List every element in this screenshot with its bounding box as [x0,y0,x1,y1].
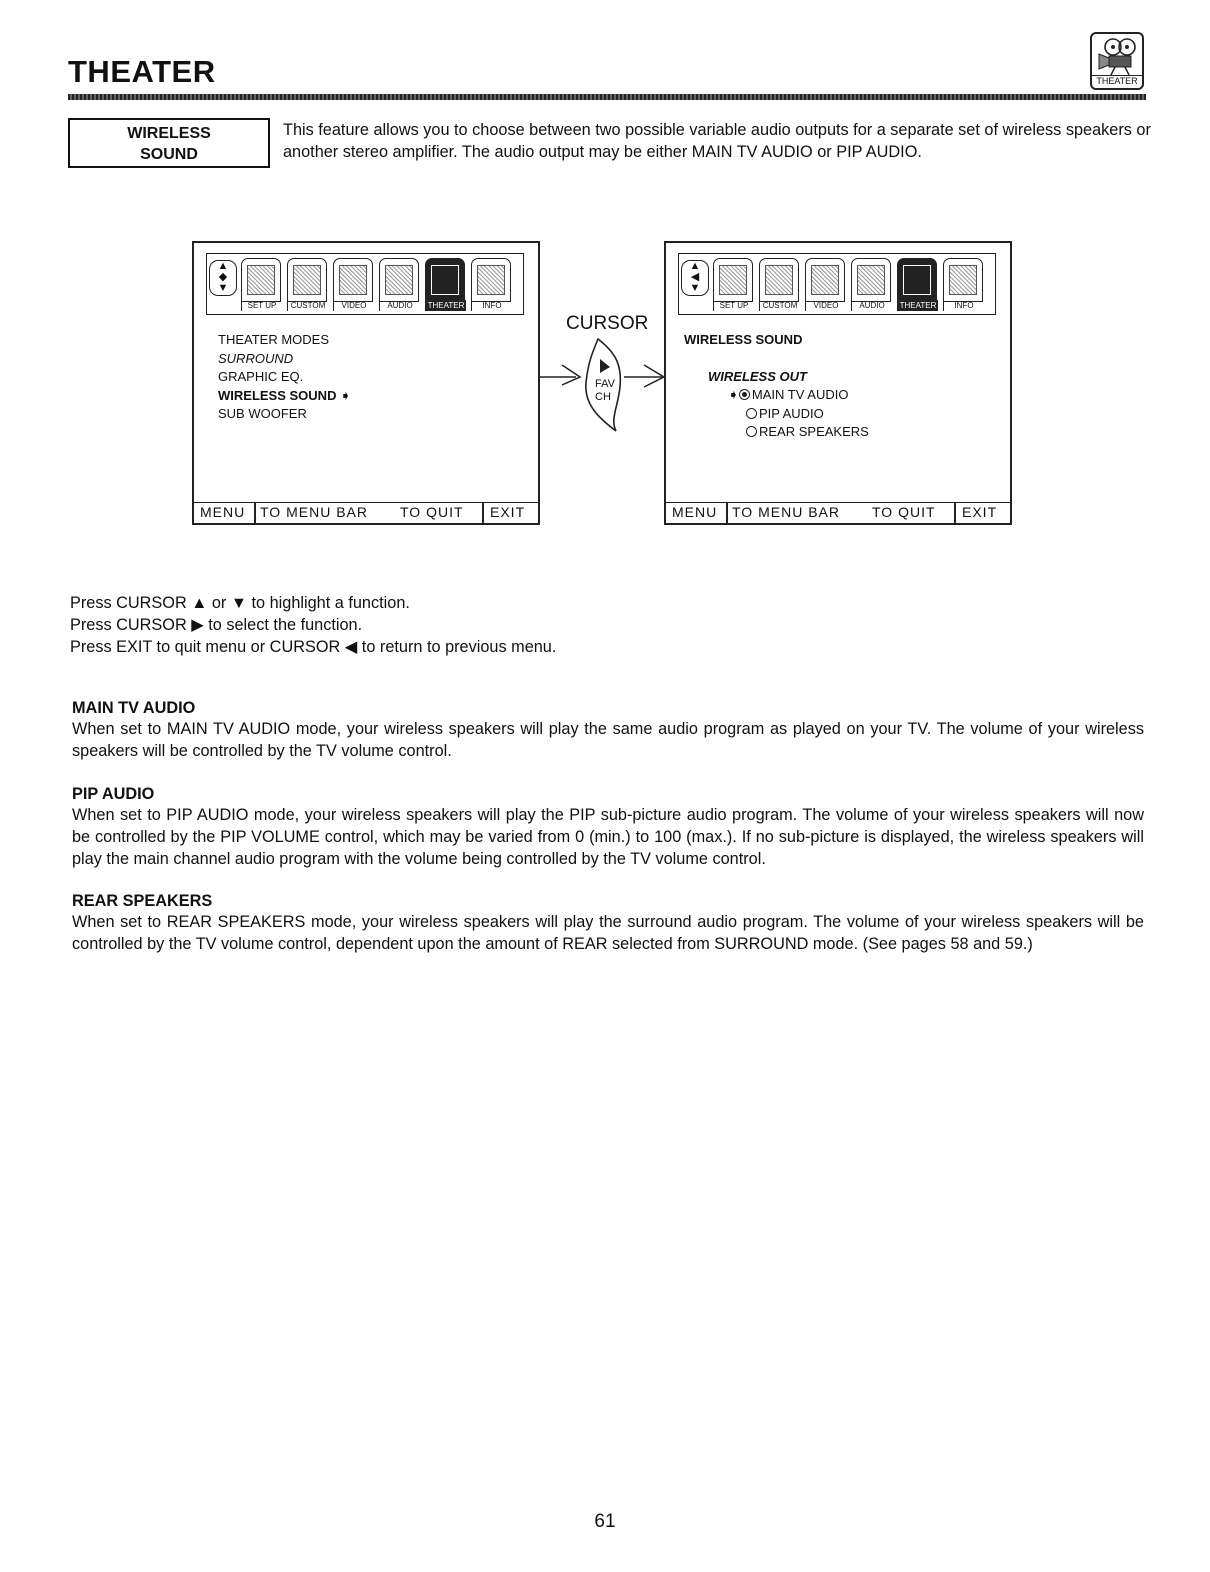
feature-name-line2: SOUND [140,146,198,163]
footer-to-menu-bar: TO MENU BAR [260,504,368,520]
tab-label-active: THEATER [425,300,466,311]
section-body-rear-speakers: When set to REAR SPEAKERS mode, your wireless speakers will play the surround audio program. The volume of your wireless speakers will be controlled by the TV volume control, dependent upon the amount of REAR selected from SURROUND mode. (See pages 58 and 59.) [72,913,1144,953]
projector-graphic [1093,36,1143,76]
tab-theater [425,258,465,302]
footer-divider [254,503,256,523]
page-title: THEATER [68,54,216,89]
tab-label: VIDEO [805,300,846,311]
cursor-pad-icon: ▲ ◀ ▼ [681,260,709,296]
cursor-pad-icon: ▲ ◆ ▼ [209,260,237,296]
tab-theater [897,258,937,302]
menu-item-surround: SURROUND [218,350,294,366]
title-rule [68,94,1146,100]
menu-bar [678,253,996,315]
instruction-line: Press CURSOR ▲ or ▼ to highlight a function. [70,594,410,612]
instruction-line: Press CURSOR ▶ to select the function. [70,616,363,634]
radio-icon [746,426,757,437]
osd-footer [194,502,538,523]
footer-to-menu-bar: TO MENU BAR [732,504,840,520]
footer-exit: EXIT [962,504,998,520]
select-arrow-icon: ➧ [728,387,739,402]
footer-to-quit: TO QUIT [400,504,464,520]
tab-label: VIDEO [333,300,374,311]
menu-item-wireless-sound: WIRELESS SOUND ➧ [218,387,351,403]
tab-audio [379,258,419,302]
arrow-head-left [562,365,580,385]
tab-custom [759,258,799,302]
tab-label: INFO [943,300,984,311]
tab-label: AUDIO [851,300,892,311]
radio-icon [746,408,757,419]
fav-label: FAV [595,378,615,390]
footer-divider [726,503,728,523]
film-projector-icon [1090,32,1144,90]
footer-divider [954,503,956,523]
arrow-head-right [644,365,664,387]
header-icon-label: THEATER [1092,75,1142,87]
menu-bar [206,253,524,315]
menu-item-sub-woofer: SUB WOOFER [218,406,307,421]
tab-label: AUDIO [379,300,420,311]
panel-heading: WIRELESS SOUND [684,332,803,347]
wireless-sound-panel [684,331,869,442]
section-heading-pip-audio: PIP AUDIO [72,785,155,803]
tab-label-active: THEATER [897,300,938,311]
section-heading-main-tv-audio: MAIN TV AUDIO [72,699,196,717]
footer-exit: EXIT [490,504,526,520]
panel-subheading: WIRELESS OUT [708,368,807,384]
select-arrow-icon: ➧ [340,387,351,403]
tab-video [805,258,845,302]
footer-to-quit: TO QUIT [872,504,936,520]
footer-menu: MENU [200,504,246,520]
section-heading-rear-speakers: REAR SPEAKERS [72,892,213,910]
osd-footer [666,502,1010,523]
section-body-main-tv-audio: When set to MAIN TV AUDIO mode, your wireless speakers will play the same audio program as played on your TV. The volume of your wireless speakers will be controlled by the TV volume control. [72,720,1144,760]
radio-selected-icon [739,389,750,400]
tab-setup [241,258,281,302]
tab-audio [851,258,891,302]
footer-menu: MENU [672,504,718,520]
osd-screen-wireless-sound [664,241,1012,525]
tab-label: INFO [471,300,512,311]
tab-info [471,258,511,302]
menu-item-theater-modes: THEATER MODES [218,332,329,347]
cursor-label: CURSOR [566,313,649,334]
option-pip-audio: PIP AUDIO [746,405,869,424]
footer-divider [482,503,484,523]
instruction-line: Press EXIT to quit menu or CURSOR ◀ to return to previous menu. [70,638,557,656]
tab-label: SET UP [713,300,754,311]
ch-label: CH [595,391,611,403]
tab-label: CUSTOM [287,300,328,311]
feature-name-box [68,118,270,168]
section-body-pip-audio: When set to PIP AUDIO mode, your wireless speakers will play the PIP sub-picture audio program. The volume of your wireless speakers will now be controlled by the PIP VOLUME control, which may be varied from 0 (min.) to 100 (max.). If no sub-picture is displayed, the wireless speakers will play the main channel audio program with the volume being controlled by the TV volume control. [72,806,1144,868]
osd-screen-theater-menu [192,241,540,525]
tab-setup [713,258,753,302]
option-rear-speakers: REAR SPEAKERS [746,423,869,442]
tab-custom [287,258,327,302]
remote-cursor-button-icon [536,335,666,435]
tab-info [943,258,983,302]
intro-text: This feature allows you to choose between two possible variable audio outputs for a separate set of wireless speakers or another stereo amplifier. The audio output may be either MAIN TV AUDIO or PIP AUDIO. [283,121,1151,161]
theater-menu-list [218,331,351,424]
tab-video [333,258,373,302]
feature-name-line1: WIRELESS [127,125,211,142]
tab-label: CUSTOM [759,300,800,311]
menu-item-graphic-eq: GRAPHIC EQ. [218,369,304,384]
tab-label: SET UP [241,300,282,311]
option-main-tv-audio: ➧ MAIN TV AUDIO [728,387,849,402]
page-number: 61 [594,1511,616,1532]
